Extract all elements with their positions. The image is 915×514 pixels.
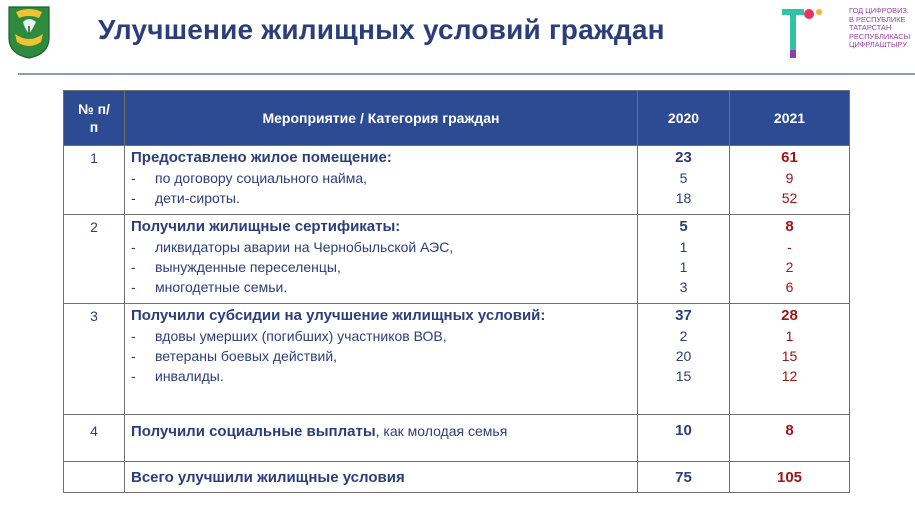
table-row	[64, 215, 850, 304]
city-emblem-icon	[6, 4, 52, 60]
value-2021: 28 1 15 12	[730, 304, 850, 415]
row-number: 1	[64, 146, 125, 215]
table-row	[64, 146, 850, 215]
value-2020: 10	[638, 415, 730, 462]
table-row	[64, 304, 850, 415]
value-2020: 37 2 20 15	[638, 304, 730, 415]
row-subitem: - ветераны боевых действий,	[131, 348, 338, 364]
row-subitem: - дети-сироты.	[131, 190, 240, 206]
column-header-num: № п/п	[64, 91, 125, 146]
value-2021: 8	[730, 415, 850, 462]
value-2020: 5 1 1 3	[638, 215, 730, 304]
table-total-row	[64, 462, 850, 493]
row-description	[125, 215, 638, 304]
row-description	[125, 146, 638, 215]
table-row	[64, 415, 850, 462]
column-header-2020: 2020	[638, 91, 730, 146]
digitalization-year-text: ГОД ЦИФРОВИЗ. В РЕСПУБЛИКЕ ТАТАРСТАН РЕСПУБЛИКАСЫ ЦИФРЛАШТЫРУ	[849, 7, 911, 50]
column-header-event: Мероприятие / Категория граждан	[125, 91, 638, 146]
value-2021: 8 - 2 6	[730, 215, 850, 304]
total-2020: 75	[638, 462, 730, 493]
row-heading: Получили субсидии на улучшение жилищных условий:	[131, 307, 546, 324]
row-subitem: - по договору социального найма,	[131, 170, 368, 186]
row-heading: Получили жилищные сертификаты:	[131, 218, 401, 235]
row-subitem: - инвалиды.	[131, 368, 224, 384]
digitalization-year-logo-icon	[780, 6, 850, 62]
row-subitem: - ликвидаторы аварии на Чернобыльской АЭС,	[131, 239, 454, 255]
row-subitem: - многодетные семьи.	[131, 279, 288, 295]
header-divider	[18, 73, 915, 75]
row-heading: Получили социальные выплаты, как молодая семья	[131, 423, 508, 440]
housing-improvement-table	[63, 90, 850, 493]
row-subitem: - вынужденные переселенцы,	[131, 259, 341, 275]
column-header-2021: 2021	[730, 91, 850, 146]
value-2021: 61 9 52	[730, 146, 850, 215]
value-2020: 23 5 18	[638, 146, 730, 215]
row-number: 2	[64, 215, 125, 304]
page-title: Улучшение жилищных условий граждан	[98, 14, 665, 45]
total-num-cell	[64, 462, 125, 493]
row-subitem: - вдовы умерших (погибших) участников ВОВ,	[131, 328, 447, 344]
table-header-row	[64, 91, 850, 146]
total-2021: 105	[730, 462, 850, 493]
row-number: 3	[64, 304, 125, 415]
row-heading: Предоставлено жилое помещение:	[131, 149, 392, 166]
row-number: 4	[64, 415, 125, 462]
total-label: Всего улучшили жилищные условия	[125, 462, 638, 493]
row-description	[125, 304, 638, 415]
row-description	[125, 415, 638, 462]
